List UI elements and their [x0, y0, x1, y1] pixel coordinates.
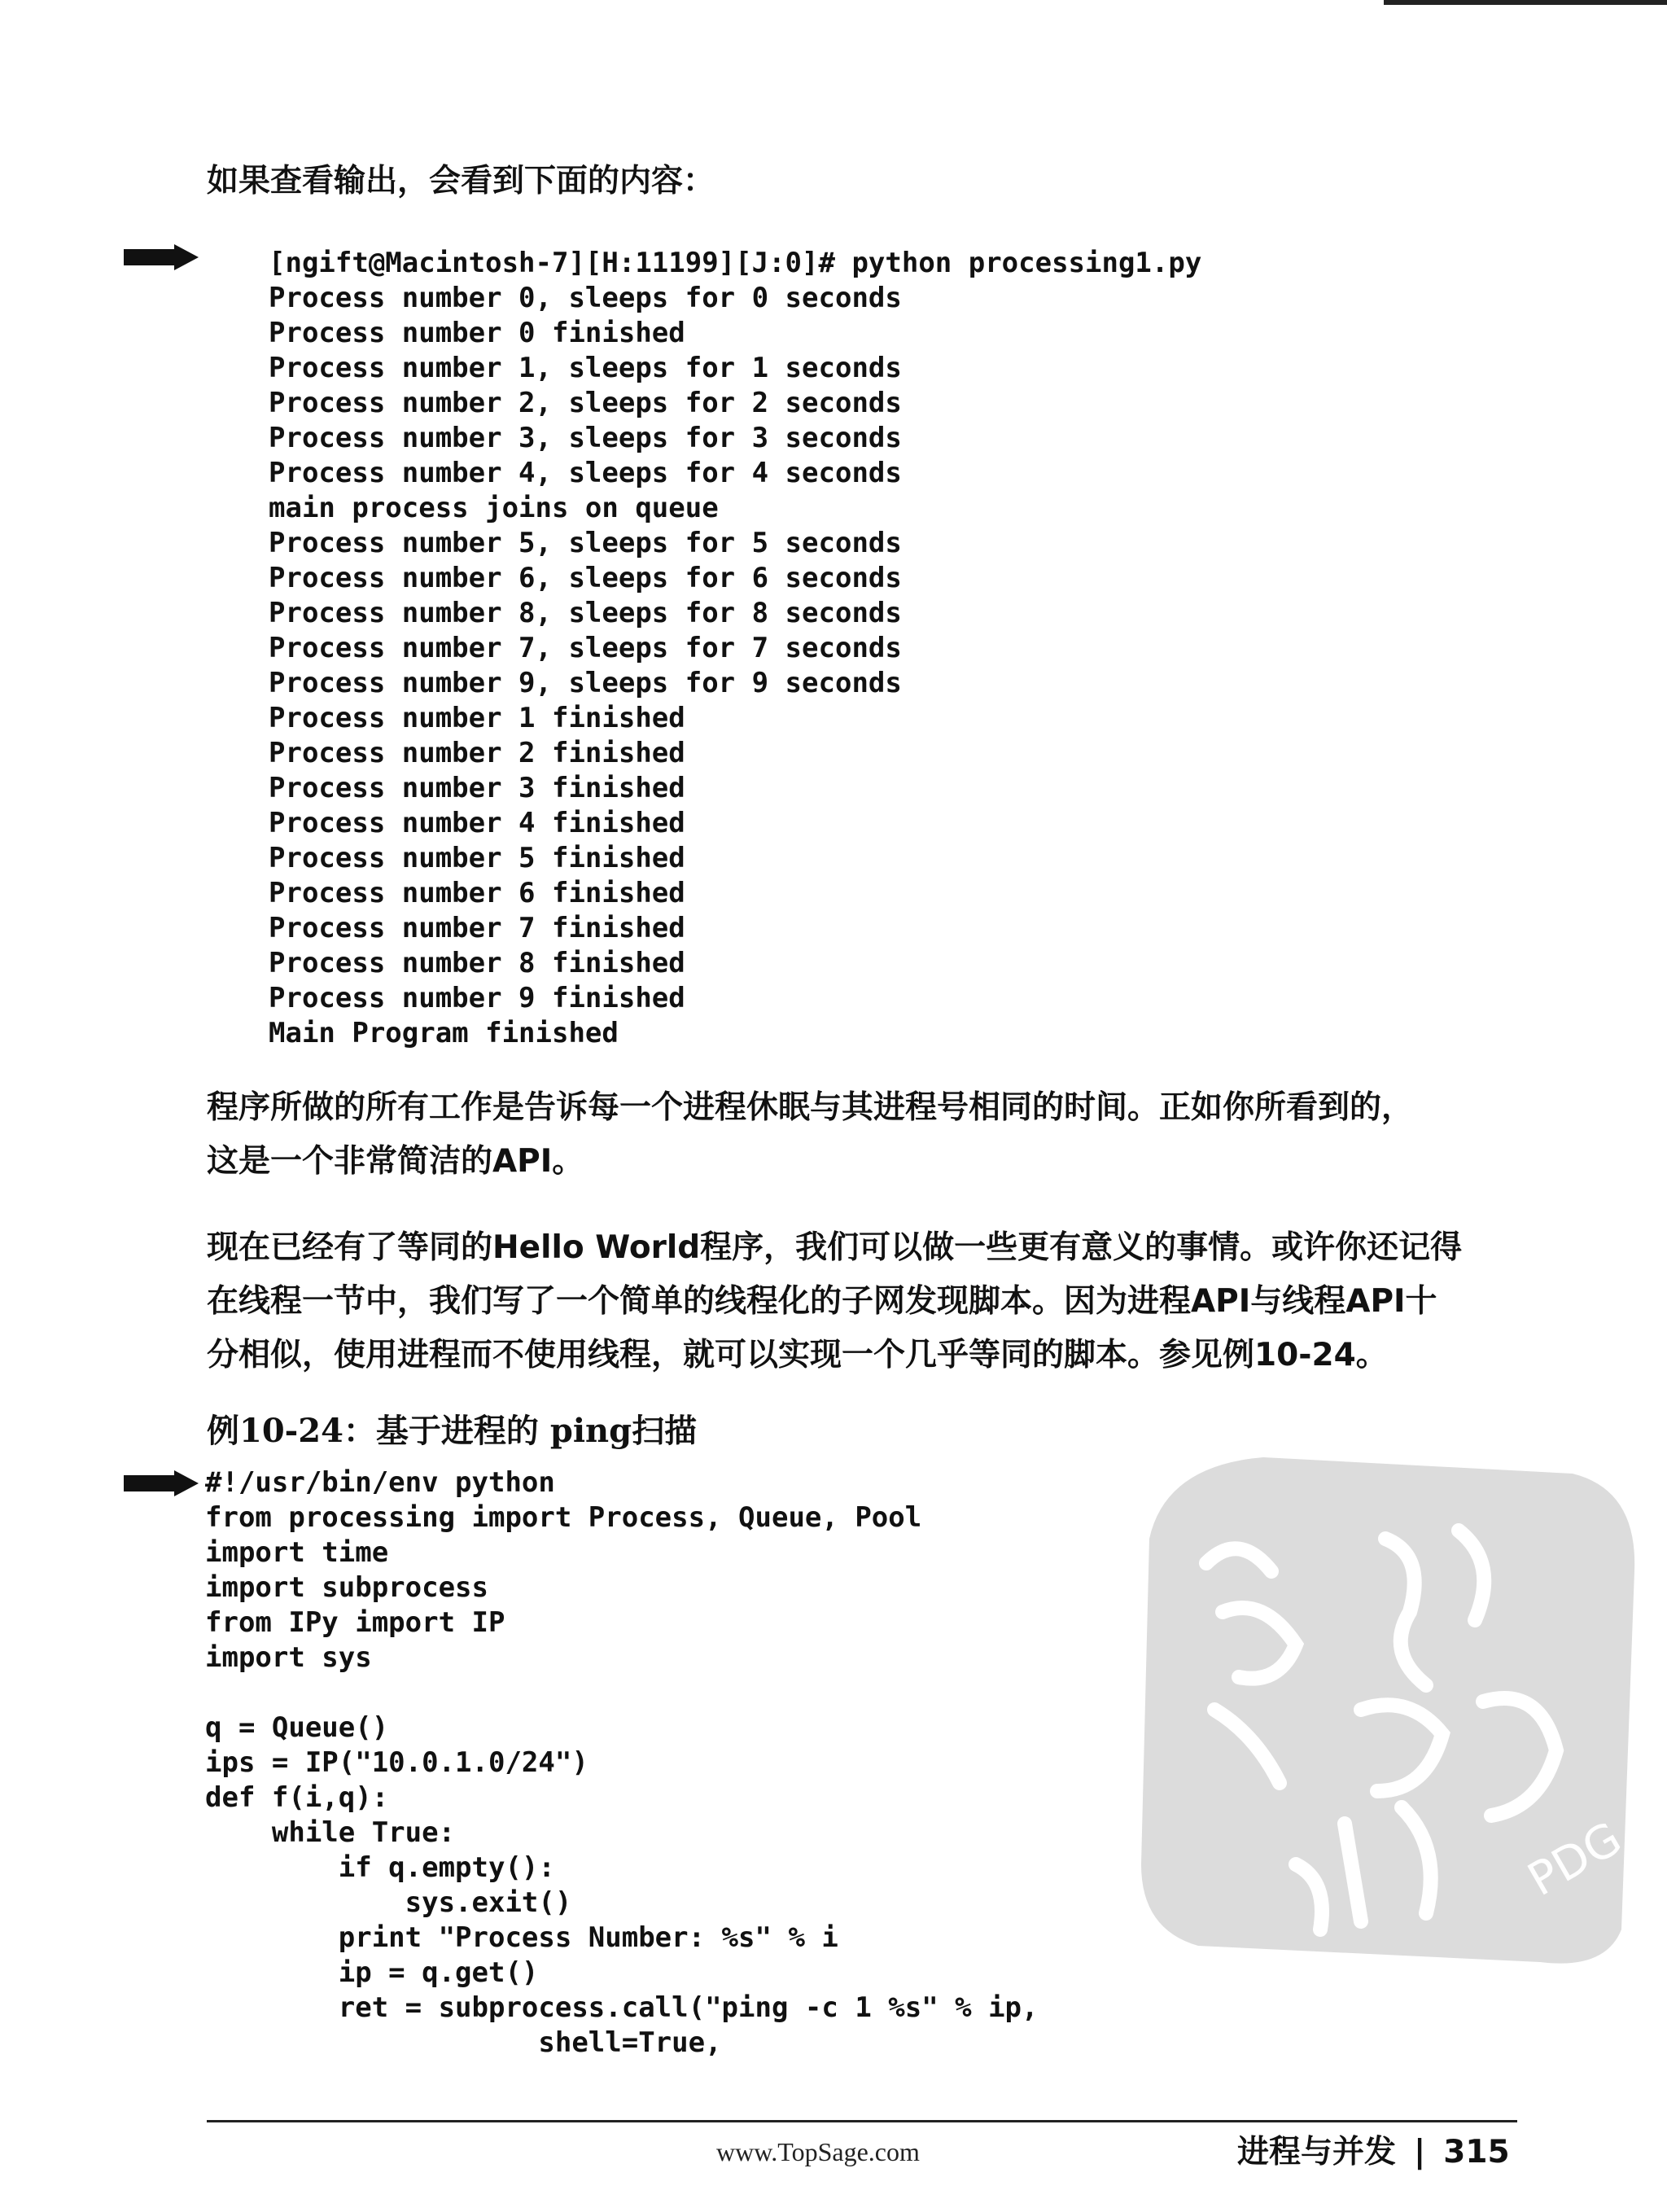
- watermark-label: PDG: [1519, 1811, 1631, 1908]
- output-line: Process number 9, sleeps for 9 seconds: [269, 667, 902, 699]
- code-line: def f(i,q):: [205, 1781, 389, 1814]
- output-line: Process number 4 finished: [269, 807, 685, 839]
- output-line: Main Program finished: [269, 1017, 619, 1049]
- output-line: Process number 0, sleeps for 0 seconds: [269, 282, 902, 314]
- code-line: import sys: [205, 1641, 372, 1674]
- output-line: Process number 0 finished: [269, 317, 685, 349]
- output-line: Process number 5 finished: [269, 842, 685, 874]
- code-line: ips = IP("10.0.1.0/24"): [205, 1746, 588, 1779]
- output-line: Process number 9 finished: [269, 982, 685, 1014]
- output-line: Process number 2 finished: [269, 737, 685, 769]
- output-line: Process number 4, sleeps for 4 seconds: [269, 457, 902, 489]
- output-line: Process number 6 finished: [269, 877, 685, 909]
- code-line: import subprocess: [205, 1571, 488, 1604]
- code-line: [205, 1675, 1039, 1710]
- intro-text: 如果查看输出，会看到下面的内容：: [207, 163, 715, 199]
- paragraph-api: [207, 1081, 1525, 1189]
- paragraph-line: 在线程一节中，我们写了一个简单的线程化的子网发现脚本。因为进程API与线程API十: [207, 1283, 1437, 1320]
- code-line: while True:: [205, 1816, 456, 1849]
- output-line: Process number 5, sleeps for 5 seconds: [269, 527, 902, 559]
- output-line: Process number 3, sleeps for 3 seconds: [269, 422, 902, 454]
- arrow-marker-icon: [124, 244, 199, 270]
- page-number: 315: [1443, 2134, 1510, 2170]
- seal-watermark-icon: [1117, 1441, 1651, 1978]
- output-line: Process number 8, sleeps for 8 seconds: [269, 597, 902, 629]
- output-line: main process joins on queue: [269, 492, 719, 524]
- code-line: sys.exit(): [205, 1886, 572, 1919]
- output-line: Process number 6, sleeps for 6 seconds: [269, 562, 902, 594]
- footer-rule: [207, 2120, 1517, 2122]
- example-caption: 例10-24：基于进程的 ping扫描: [207, 1412, 698, 1450]
- output-line: Process number 1, sleeps for 1 seconds: [269, 352, 902, 384]
- footer-site-url: www.TopSage.com: [716, 2137, 920, 2166]
- paragraph-hello-world: [207, 1221, 1525, 1382]
- code-line: from processing import Process, Queue, Pool: [205, 1501, 922, 1534]
- chapter-title: 进程与并发: [1237, 2134, 1397, 2170]
- code-line: if q.empty():: [205, 1851, 555, 1884]
- paragraph-line: 程序所做的所有工作是告诉每一个进程休眠与其进程号相同的时间。正如你所看到的，: [207, 1089, 1414, 1126]
- output-line: Process number 3 finished: [269, 772, 685, 804]
- terminal-output: [269, 246, 1201, 1051]
- code-line: shell=True,: [205, 2026, 722, 2059]
- code-line: import time: [205, 1536, 389, 1569]
- code-line: print "Process Number: %s" % i: [205, 1921, 838, 1954]
- output-line: Process number 2, sleeps for 2 seconds: [269, 387, 902, 419]
- top-edge-rule: [1384, 0, 1667, 5]
- paragraph-line: 这是一个非常简洁的API。: [207, 1143, 584, 1180]
- paragraph-line: 分相似，使用进程而不使用线程，就可以实现一个几乎等同的脚本。参见例10-24。: [207, 1337, 1388, 1373]
- footer-running-head: [1237, 2127, 1510, 2172]
- output-line: Process number 7, sleeps for 7 seconds: [269, 632, 902, 664]
- output-line: Process number 8 finished: [269, 947, 685, 979]
- code-line: ip = q.get(): [205, 1956, 539, 1989]
- code-listing: [205, 1465, 1039, 2061]
- output-line: Process number 7 finished: [269, 912, 685, 944]
- code-line: from IPy import IP: [205, 1606, 505, 1639]
- output-line: [ngift@Macintosh-7][H:11199][J:0]# python processing1.py: [269, 247, 1202, 279]
- code-line: q = Queue(): [205, 1711, 389, 1744]
- paragraph-line: 现在已经有了等同的Hello World程序，我们可以做一些更有意义的事情。或许你还记得: [207, 1229, 1463, 1266]
- code-line: ret = subprocess.call("ping -c 1 %s" % ip,: [205, 1991, 1039, 2024]
- output-line: Process number 1 finished: [269, 702, 685, 734]
- code-line: #!/usr/bin/env python: [205, 1466, 555, 1499]
- footer-separator: |: [1414, 2134, 1426, 2170]
- arrow-marker-icon: [124, 1470, 199, 1496]
